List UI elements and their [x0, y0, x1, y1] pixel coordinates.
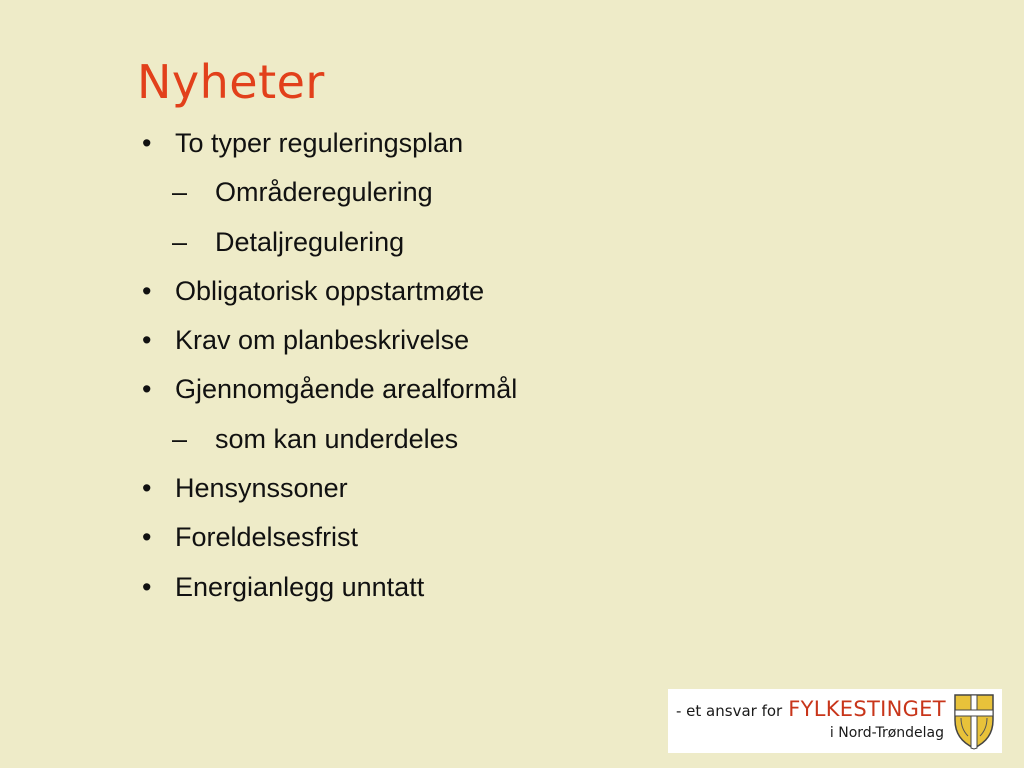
list-item-text: To typer reguleringsplan	[175, 128, 464, 158]
bullet-marker: •	[142, 275, 152, 306]
list-item	[140, 563, 517, 612]
dash-marker: –	[172, 423, 188, 454]
dash-marker: –	[172, 226, 188, 257]
bullet-marker: •	[142, 571, 152, 602]
list-item-text: Krav om planbeskrivelse	[175, 325, 470, 356]
sub-list-item-text: Områderegulering	[215, 177, 433, 208]
list-item-text: Energianlegg unntatt	[175, 571, 425, 602]
list-item	[140, 119, 517, 168]
sub-list-item	[140, 218, 517, 267]
logo-tagline: - et ansvar for	[676, 702, 783, 720]
bullet-marker: •	[142, 374, 152, 405]
sub-list-item-text: som kan underdeles	[215, 423, 459, 454]
logo-region: i Nord-Trøndelag	[829, 725, 944, 741]
bullet-marker: •	[142, 473, 152, 504]
bullet-list	[140, 119, 517, 612]
slide-title: Nyheter	[137, 55, 325, 109]
sub-list-item-text: Detaljregulering	[215, 226, 405, 257]
list-item	[140, 316, 517, 365]
logo-brand: FYLKESTINGET	[788, 697, 946, 721]
list-item	[140, 267, 517, 316]
list-item-text: Foreldelsesfrist	[175, 522, 359, 553]
bullet-marker: •	[142, 522, 152, 553]
coat-of-arms-icon	[952, 692, 996, 750]
footer-logo	[668, 689, 1002, 753]
list-item-text: Gjennomgående arealformål	[175, 374, 518, 405]
sub-list-item	[140, 415, 517, 464]
list-item	[140, 513, 517, 562]
sub-list-item	[140, 168, 517, 217]
bullet-marker: •	[142, 128, 152, 158]
list-item-text: Hensynssoner	[175, 473, 348, 504]
dash-marker: –	[172, 177, 188, 208]
logo-line	[676, 697, 946, 723]
bullet-marker: •	[142, 325, 152, 356]
list-item	[140, 365, 517, 414]
list-item-text: Obligatorisk oppstartmøte	[175, 275, 485, 306]
list-item	[140, 464, 517, 513]
